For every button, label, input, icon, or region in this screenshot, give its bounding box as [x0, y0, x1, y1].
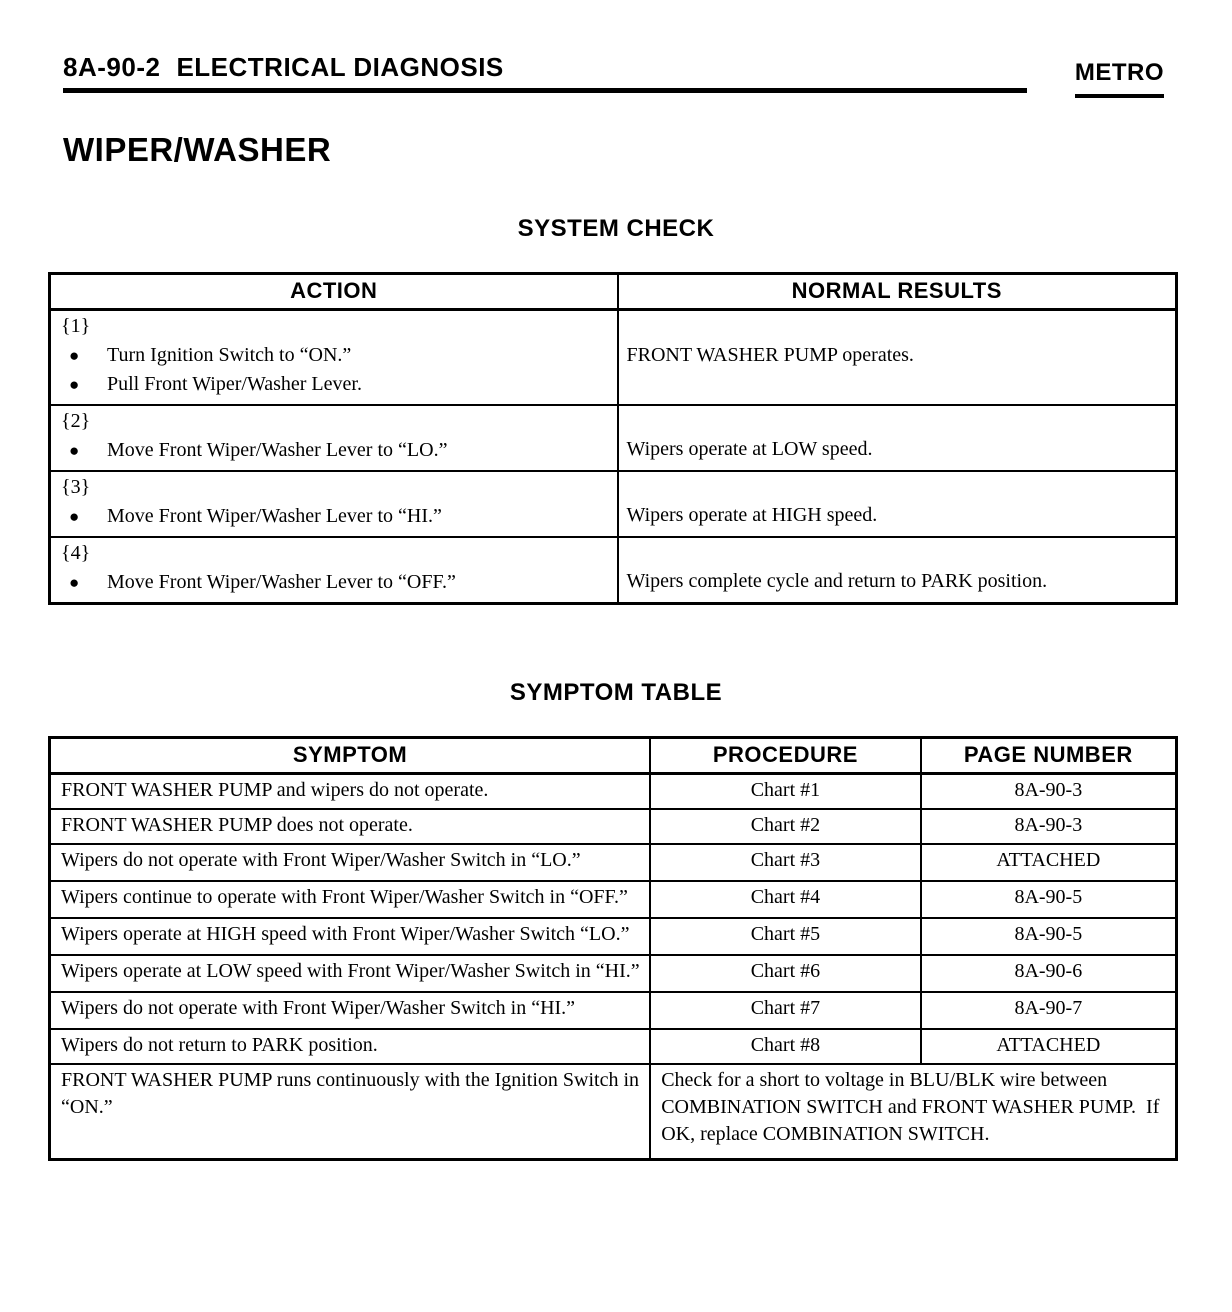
system-check-heading: SYSTEM CHECK — [517, 215, 715, 242]
step-label: {3} — [61, 476, 91, 498]
instruction-cell: Check for a short to voltage in BLU/BLK wire between COMBINATION SWITCH and FRONT WASHER PUMP. If OK, replace COMBINATION SWITCH. — [650, 1064, 1176, 1160]
page-number-cell: 8A-90-3 — [921, 809, 1177, 844]
system-check-header-row — [50, 274, 1177, 310]
result-cell: Wipers operate at LOW speed. — [618, 405, 1177, 471]
procedure-cell: Chart #8 — [650, 1029, 920, 1064]
page-number-cell: 8A-90-6 — [921, 955, 1177, 992]
table-row — [50, 310, 1177, 406]
symptom-cell: FRONT WASHER PUMP does not operate. — [50, 809, 651, 844]
action-text: Move Front Wiper/Washer Lever to “OFF.” — [107, 571, 456, 593]
column-header-normal-results: NORMAL RESULTS — [618, 274, 1177, 310]
table-row — [50, 1029, 1177, 1064]
step-label: {2} — [61, 410, 91, 432]
action-text: Pull Front Wiper/Washer Lever. — [107, 373, 362, 395]
table-row — [50, 471, 1177, 537]
header-left — [63, 52, 1027, 93]
symptom-table-heading: SYMPTOM TABLE — [509, 679, 723, 706]
page-header — [63, 52, 1164, 93]
procedure-cell: Chart #1 — [650, 774, 920, 810]
procedure-cell: Chart #2 — [650, 809, 920, 844]
procedure-cell: Chart #3 — [650, 844, 920, 881]
table-row — [50, 809, 1177, 844]
action-item — [59, 502, 609, 531]
page-number-cell: ATTACHED — [921, 844, 1177, 881]
column-header-page-number: PAGE NUMBER — [921, 738, 1177, 774]
action-item — [59, 370, 609, 399]
result-cell: Wipers operate at HIGH speed. — [618, 471, 1177, 537]
section-title: ELECTRICAL DIAGNOSIS — [176, 52, 504, 82]
symptom-cell: Wipers do not operate with Front Wiper/Washer Switch in “HI.” — [50, 992, 651, 1029]
step-label: {4} — [61, 542, 91, 564]
table-row — [50, 844, 1177, 881]
page-number-cell: 8A-90-7 — [921, 992, 1177, 1029]
table-row — [50, 405, 1177, 471]
action-text: Move Front Wiper/Washer Lever to “HI.” — [107, 505, 442, 527]
table-row — [50, 537, 1177, 604]
page-number-cell: 8A-90-5 — [921, 881, 1177, 918]
symptom-cell: Wipers do not return to PARK position. — [50, 1029, 651, 1064]
procedure-cell: Chart #6 — [650, 955, 920, 992]
action-cell — [50, 405, 618, 471]
procedure-cell: Chart #5 — [650, 918, 920, 955]
page-number-cell: 8A-90-5 — [921, 918, 1177, 955]
action-item — [59, 436, 609, 465]
table-row — [50, 918, 1177, 955]
table-row — [50, 955, 1177, 992]
model-badge: METRO — [1075, 59, 1164, 98]
bullet-icon: ● — [69, 507, 80, 526]
bullet-icon: ● — [69, 441, 80, 460]
symptom-cell: Wipers operate at HIGH speed with Front Wiper/Washer Switch “LO.” — [50, 918, 651, 955]
step-label: {1} — [61, 315, 91, 337]
page-title: WIPER/WASHER — [63, 131, 332, 168]
page-code: 8A-90-2 — [63, 52, 161, 82]
table-row — [50, 774, 1177, 810]
symptom-cell: Wipers continue to operate with Front Wiper/Washer Switch in “OFF.” — [50, 881, 651, 918]
symptom-cell: Wipers do not operate with Front Wiper/Washer Switch in “LO.” — [50, 844, 651, 881]
bullet-icon: ● — [69, 346, 80, 365]
action-cell — [50, 471, 618, 537]
action-text: Move Front Wiper/Washer Lever to “LO.” — [107, 439, 448, 461]
column-header-symptom: SYMPTOM — [50, 738, 651, 774]
action-text: Turn Ignition Switch to “ON.” — [107, 344, 352, 366]
page-number-cell: ATTACHED — [921, 1029, 1177, 1064]
symptom-header-row — [50, 738, 1177, 774]
procedure-cell: Chart #4 — [650, 881, 920, 918]
action-cell — [50, 310, 618, 406]
bullet-icon: ● — [69, 573, 80, 592]
action-cell — [50, 537, 618, 604]
symptom-cell: Wipers operate at LOW speed with Front Wiper/Washer Switch in “HI.” — [50, 955, 651, 992]
table-row — [50, 1064, 1177, 1160]
procedure-cell: Chart #7 — [650, 992, 920, 1029]
result-cell: FRONT WASHER PUMP operates. — [618, 310, 1177, 406]
symptom-cell: FRONT WASHER PUMP and wipers do not operate. — [50, 774, 651, 810]
system-check-table — [48, 272, 1178, 605]
table-row — [50, 881, 1177, 918]
action-item — [59, 568, 609, 597]
column-header-action: ACTION — [50, 274, 618, 310]
result-cell: Wipers complete cycle and return to PARK position. — [618, 537, 1177, 604]
symptom-cell: FRONT WASHER PUMP runs continuously with the Ignition Switch in “ON.” — [50, 1064, 651, 1160]
bullet-icon: ● — [69, 375, 80, 394]
table-row — [50, 992, 1177, 1029]
action-item — [59, 341, 609, 370]
symptom-table — [48, 736, 1178, 1161]
page-number-cell: 8A-90-3 — [921, 774, 1177, 810]
column-header-procedure: PROCEDURE — [650, 738, 920, 774]
